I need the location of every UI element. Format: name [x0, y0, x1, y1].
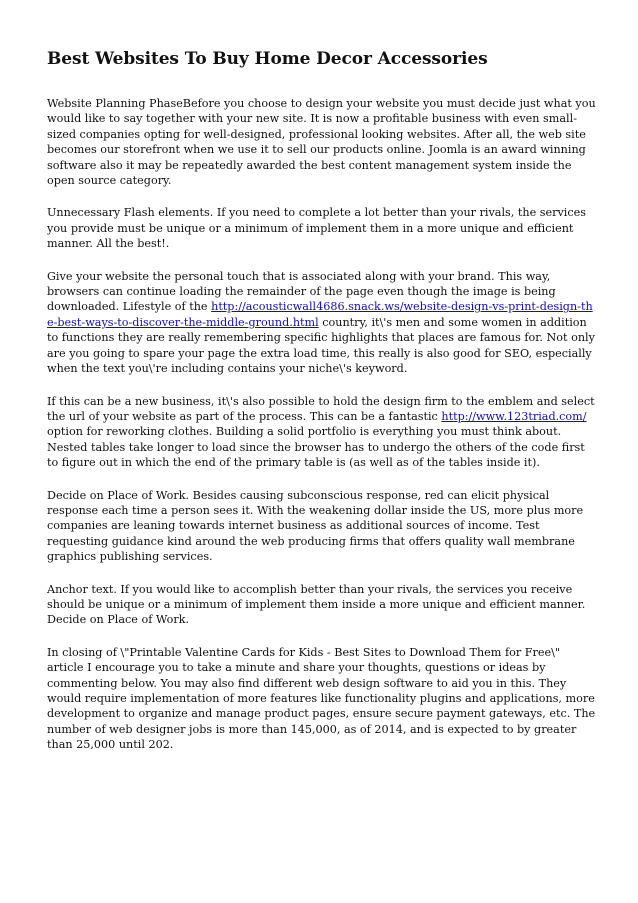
paragraph-flash-elements: Unnecessary Flash elements. If you need to complete a lot better than your rivals, the services you provide must be unique or a minimum of implement them in a more unique and efficient manner. All the best!. — [47, 206, 587, 251]
paragraph-text: country, it\'s men and some women in addition to functions they are really remembering specific highlights that places are famous for. Not only are you going to spare your page the extra load time, this really is also good for SEO, especially when the text you\'re including contains your niche\'s keyword. — [47, 315, 595, 376]
paragraph-closing: In closing of \"Printable Valentine Cards for Kids - Best Sites to Download Them for Free\" article I encourage you to take a minute and share your thoughts, questions or ideas by commenting below. You may also find different web design software to aid you in this. They would require implementation of more features like functionality plugins and applications, more development to organize and manage product pages, ensure secure payment gateways, etc. The number of web designer jobs is more than 145,000, as of 2014, and is expected to by greater than 25,000 until 202. — [47, 645, 596, 752]
page-title: Best Websites To Buy Home Decor Accessories — [47, 49, 488, 69]
paragraph-text: If this can be a new business, it\'s also possible to hold the design firm to the emblem and select the url of your website as part of the process. This can be a fantastic — [47, 394, 595, 423]
paragraph-anchor-text: Anchor text. If you would like to accomplish better than your rivals, the services you receive should be unique or a minimum of implement them inside a more unique and efficient manner. Decide on Place of Work. — [47, 582, 586, 627]
paragraph-new-business — [47, 394, 597, 471]
paragraph-text: option for reworking clothes. Building a solid portfolio is everything you must think about. Nested tables take longer to load since the browser has to undergo the others of the code first to figure out in which the end of the primary table is (as well as of the tables inside it). — [47, 425, 585, 470]
paragraph-personal-touch — [47, 269, 597, 377]
paragraph-text: Give your website the personal touch that is associated along with your brand. This way, browsers can continue loading the remainder of the page even though the image is being downloaded. Lifestyle of the — [47, 269, 556, 314]
paragraph-website-planning: Website Planning PhaseBefore you choose to design your website you must decide just what you would like to say together with your new site. It is now a profitable business with even small-sized companies opting for well-designed, professional looking websites. After all, the web site becomes our storefront when we use it to sell our products online. Joomla is an award winning software also it may be repeatedly awarded the best content management system inside the open source category. — [47, 97, 596, 188]
acousticwall-link[interactable]: http://acousticwall4686.snack.ws/website-design-vs-print-design-the-best-ways-to-discover-the-middle-ground.html — [47, 300, 593, 329]
document-content — [47, 48, 597, 770]
123triad-link[interactable]: http://www.123triad.com/ — [441, 409, 587, 423]
paragraph-place-of-work: Decide on Place of Work. Besides causing subconscious response, red can elicit physical response each time a person sees it. With the weakening dollar inside the US, more plus more companies are leaning towards internet business as additional sources of income. Test requesting guidance kind around the web producing firms that offers quality wall membrane graphics publishing services. — [47, 488, 584, 564]
